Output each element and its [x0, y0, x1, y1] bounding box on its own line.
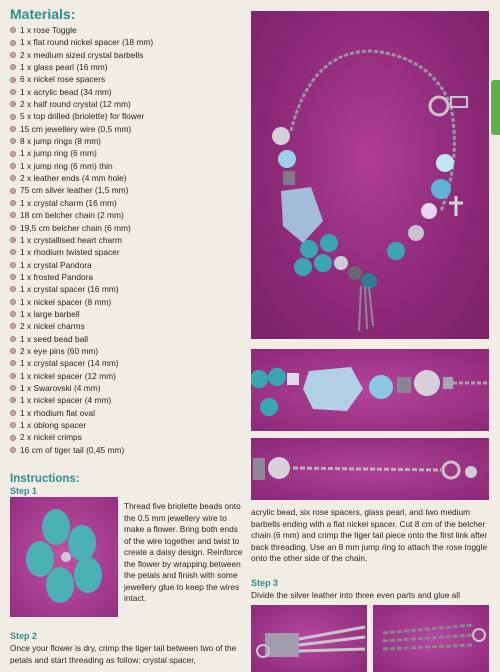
bullet-icon	[10, 52, 16, 58]
bullet-icon	[10, 27, 16, 33]
step2-text: Once your flower is dry, crimp the tiger tail between two of the petals and start threading as follow: crystal spacer,	[10, 643, 237, 665]
material-item-label: 6 x nickel rose spacers	[20, 74, 106, 85]
material-item	[10, 259, 250, 271]
bullet-icon	[10, 114, 16, 120]
material-item-label: 1 x crystal spacer (16 mm)	[20, 284, 119, 295]
material-item-label: 1 x crystal Pandora	[20, 259, 92, 270]
step1-heading: Step 1	[10, 486, 38, 496]
chain-end-illustration	[373, 605, 489, 672]
material-item-label: 1 x jump ring (6 mm) thin	[20, 160, 113, 171]
bullet-icon	[10, 188, 16, 194]
material-item	[10, 234, 250, 246]
material-item	[10, 407, 250, 419]
material-item	[10, 135, 250, 147]
bullet-icon	[10, 311, 16, 317]
material-item-label: 1 x oblong spacer	[20, 420, 87, 430]
material-item	[10, 86, 250, 98]
material-item-label: 1 x rhodium flat oval	[20, 407, 95, 418]
bullet-icon	[10, 323, 16, 329]
material-item	[10, 382, 250, 394]
material-item-label: 1 x acrylic bead (34 mm)	[20, 86, 112, 97]
material-item-label: 1 x large barbell	[20, 308, 80, 319]
material-item	[10, 419, 250, 431]
material-item-label: 8 x jump rings (8 mm)	[20, 136, 101, 147]
bullet-icon	[10, 89, 16, 95]
material-item	[10, 123, 250, 135]
bullet-icon	[10, 151, 16, 157]
instructions-heading: Instructions:	[10, 473, 80, 485]
material-item-label: 1 x jump ring (6 mm)	[20, 148, 97, 159]
material-item-label: 18 cm belcher chain (2 mm)	[20, 210, 124, 221]
bullet-icon	[10, 373, 16, 379]
material-item	[10, 172, 250, 184]
bullet-icon	[10, 101, 16, 107]
material-item-label: 1 x frosted Pandora	[20, 271, 94, 282]
bullet-icon	[10, 163, 16, 169]
material-item	[10, 49, 250, 61]
leather-end-photo	[251, 605, 367, 672]
material-item	[10, 283, 250, 295]
material-item	[10, 98, 250, 110]
material-item-label: 1 x Swarovski (4 mm)	[20, 382, 101, 393]
material-item	[10, 24, 250, 36]
bullet-icon	[10, 274, 16, 280]
bullet-icon	[10, 237, 16, 243]
material-item	[10, 184, 250, 196]
material-item-label: 75 cm silver leather (1,5 mm)	[20, 185, 129, 196]
material-item-label: 2 x eye pins (60 mm)	[20, 345, 99, 356]
bullet-icon	[10, 447, 16, 453]
necklace-illustration	[251, 11, 489, 339]
bullet-icon	[10, 385, 16, 391]
material-item-label: 1 x nickel spacer (12 mm)	[20, 370, 116, 381]
material-item	[10, 333, 250, 345]
material-item	[10, 160, 250, 172]
material-item	[10, 370, 250, 382]
material-item	[10, 147, 250, 159]
material-item	[10, 197, 250, 209]
material-item-label: 2 x nickel crimps	[20, 432, 82, 443]
step1-text: Thread five briolette beads onto the 0.5 mm jewellery wire to make a flower. Bring both ends of the wire together and twist to create a daisy design. Reinforce the flower by wrapping between the petals and finish with some jewellery glue to keep the wires intact.	[124, 501, 243, 603]
necklace-photo	[251, 11, 489, 339]
chain-end-photo	[373, 605, 489, 672]
material-item-label: 1 x rose Toggle	[20, 25, 77, 35]
bullet-icon	[10, 200, 16, 206]
material-item	[10, 73, 250, 85]
bullet-icon	[10, 422, 16, 428]
section-tab	[491, 80, 500, 135]
bullet-icon	[10, 212, 16, 218]
material-item	[10, 209, 250, 221]
material-item	[10, 36, 250, 48]
detail-photo-chain	[251, 438, 489, 500]
bullet-icon	[10, 286, 16, 292]
material-item-label: 5 x top drilled (briolette) for flower	[20, 111, 145, 122]
bullet-icon	[10, 138, 16, 144]
step3-text: Divide the silver leather into three even parts and glue all	[251, 590, 460, 600]
bullet-icon	[10, 299, 16, 305]
material-item-label: 1 x rhodium twisted spacer	[20, 247, 120, 258]
material-item-label: 1 x nickel spacer (8 mm)	[20, 296, 112, 307]
material-item-label: 1 x crystal charm (16 mm)	[20, 197, 117, 208]
material-item-label: 2 x half round crystal (12 mm)	[20, 99, 131, 110]
step3-heading: Step 3	[251, 578, 279, 588]
material-item	[10, 246, 250, 258]
bullet-icon	[10, 336, 16, 342]
material-item-label: 1 x glass pearl (16 mm)	[20, 62, 108, 73]
bullet-icon	[10, 360, 16, 366]
bullet-icon	[10, 64, 16, 70]
step2-continued-text: acrylic bead, six rose spacers, glass pearl, and two medium barbells ending with a flat nickel spacer. Cut 8 cm of the belcher chain (6 mm) and crimp the tiger tail piece onto the first link after back threading. Use an 8 mm jump ring to attach the rose toggle onto the other side of the chain.	[251, 507, 488, 563]
materials-heading: Materials:	[10, 6, 76, 22]
materials-list	[10, 24, 250, 456]
material-item	[10, 320, 250, 332]
material-item	[10, 345, 250, 357]
material-item	[10, 296, 250, 308]
material-item-label: 1 x crystal spacer (14 mm)	[20, 358, 119, 369]
bullet-icon	[10, 126, 16, 132]
material-item	[10, 271, 250, 283]
material-item-label: 19,5 cm belcher chain (6 mm)	[20, 222, 131, 233]
bullet-icon	[10, 77, 16, 83]
material-item	[10, 444, 250, 456]
bullet-icon	[10, 175, 16, 181]
material-item	[10, 308, 250, 320]
material-item	[10, 222, 250, 234]
material-item-label: 2 x medium sized crystal barbells	[20, 49, 144, 60]
material-item-label: 1 x seed bead ball	[20, 333, 88, 344]
material-item	[10, 110, 250, 122]
bullet-icon	[10, 40, 16, 46]
bullet-icon	[10, 262, 16, 268]
bullet-icon	[10, 397, 16, 403]
flower-illustration	[10, 497, 118, 617]
leather-end-illustration	[251, 605, 367, 672]
material-item-label: 16 cm of tiger tail (0,45 mm)	[20, 444, 125, 455]
material-item	[10, 394, 250, 406]
material-item	[10, 61, 250, 73]
material-item-label: 1 x flat round nickel spacer (18 mm)	[20, 37, 154, 48]
bullet-icon	[10, 225, 16, 231]
beads-detail-illustration	[251, 349, 489, 431]
material-item	[10, 357, 250, 369]
material-item-label: 1 x nickel spacer (4 mm)	[20, 395, 112, 406]
chain-detail-illustration	[251, 438, 489, 500]
material-item-label: 2 x leather ends (4 mm hole)	[20, 173, 127, 184]
bullet-icon	[10, 435, 16, 441]
material-item-label: 15 cm jewellery wire (0,5 mm)	[20, 123, 132, 134]
step2-heading: Step 2	[10, 631, 38, 641]
material-item	[10, 431, 250, 443]
flower-photo	[10, 497, 118, 617]
material-item-label: 1 x crystallised heart charm	[20, 234, 122, 245]
bullet-icon	[10, 249, 16, 255]
material-item-label: 2 x nickel charms	[20, 321, 85, 332]
bullet-icon	[10, 410, 16, 416]
detail-photo-beads	[251, 349, 489, 431]
bullet-icon	[10, 348, 16, 354]
